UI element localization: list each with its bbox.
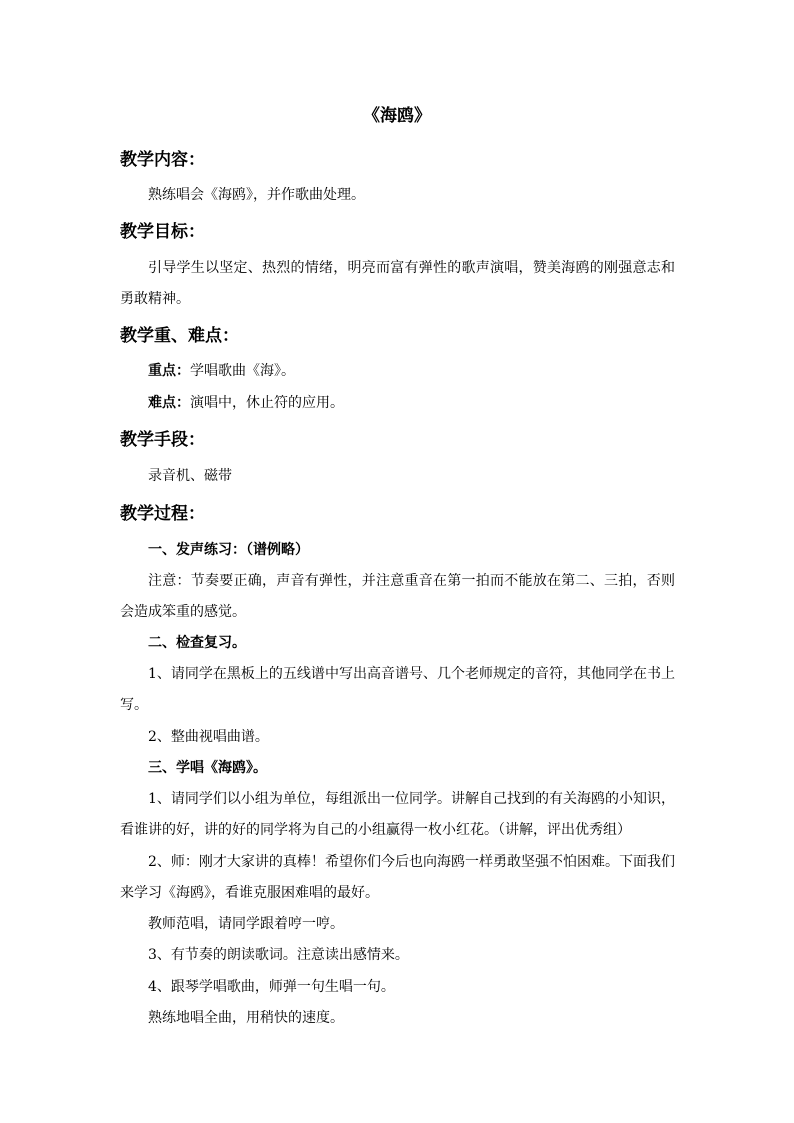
difficulty-label: 难点： [148,395,190,411]
process-step-1-heading: 一、发声练习：（谱例略） [148,542,309,558]
heading-content: 教学内容： [120,150,205,170]
process-step-2-heading: 二、检查复习。 [148,635,246,651]
process-item: 3、有节奏的朗读歌词。注意读出感情来。 [148,947,409,963]
difficulty-line [120,388,675,419]
goal-text: 引导学生以坚定、热烈的情绪，明亮而富有弹性的歌声演唱，赞美海鸥的刚强意志和勇敢精神。 [120,260,675,307]
process-note: 注意：节奏要正确，声音有弹性，并注意重音在第一拍而不能放在第二、三拍，否则会造成笨重的感觉。 [120,573,675,620]
process-item: 1、请同学们以小组为单位，每组派出一位同学。讲解自己找到的有关海鸥的小知识，看谁讲的好，讲的好的同学将为自己的小组赢得一枚小红花。（讲解，评出优秀组） [120,791,675,838]
heading-goal: 教学目标： [120,222,205,242]
means-text: 录音机、磁带 [148,468,232,484]
process-item: 2、师：刚才大家讲的真棒！希望你们今后也向海鸥一样勇敢坚强不怕困难。下面我们来学习《海鸥》，看谁克服困难唱的最好。 [120,854,675,901]
process-item: 4、跟琴学唱歌曲，师弹一句生唱一句。 [148,979,395,995]
content-text: 熟练唱会《海鸥》，并作歌曲处理。 [148,187,365,203]
process-item: 2、整曲视唱曲谱。 [148,729,269,745]
key-point-line [120,356,675,387]
document-title: 《海鸥》 [363,106,431,126]
process-item: 教师范唱，请同学跟着哼一哼。 [148,916,344,932]
heading-means: 教学手段： [120,430,205,450]
process-item: 1、请同学在黑板上的五线谱中写出高音谱号、几个老师规定的音符，其他同学在书上写。 [120,666,675,713]
heading-key-points: 教学重、难点： [120,326,239,346]
heading-process: 教学过程： [120,504,205,524]
difficulty-text: 演唱中，休止符的应用。 [190,395,344,411]
process-item: 熟练地唱全曲，用稍快的速度。 [148,1010,344,1026]
process-step-3-heading: 三、学唱《海鸥》。 [148,760,267,776]
key-point-text: 学唱歌曲《海》。 [190,363,295,379]
key-point-label: 重点： [148,363,190,379]
